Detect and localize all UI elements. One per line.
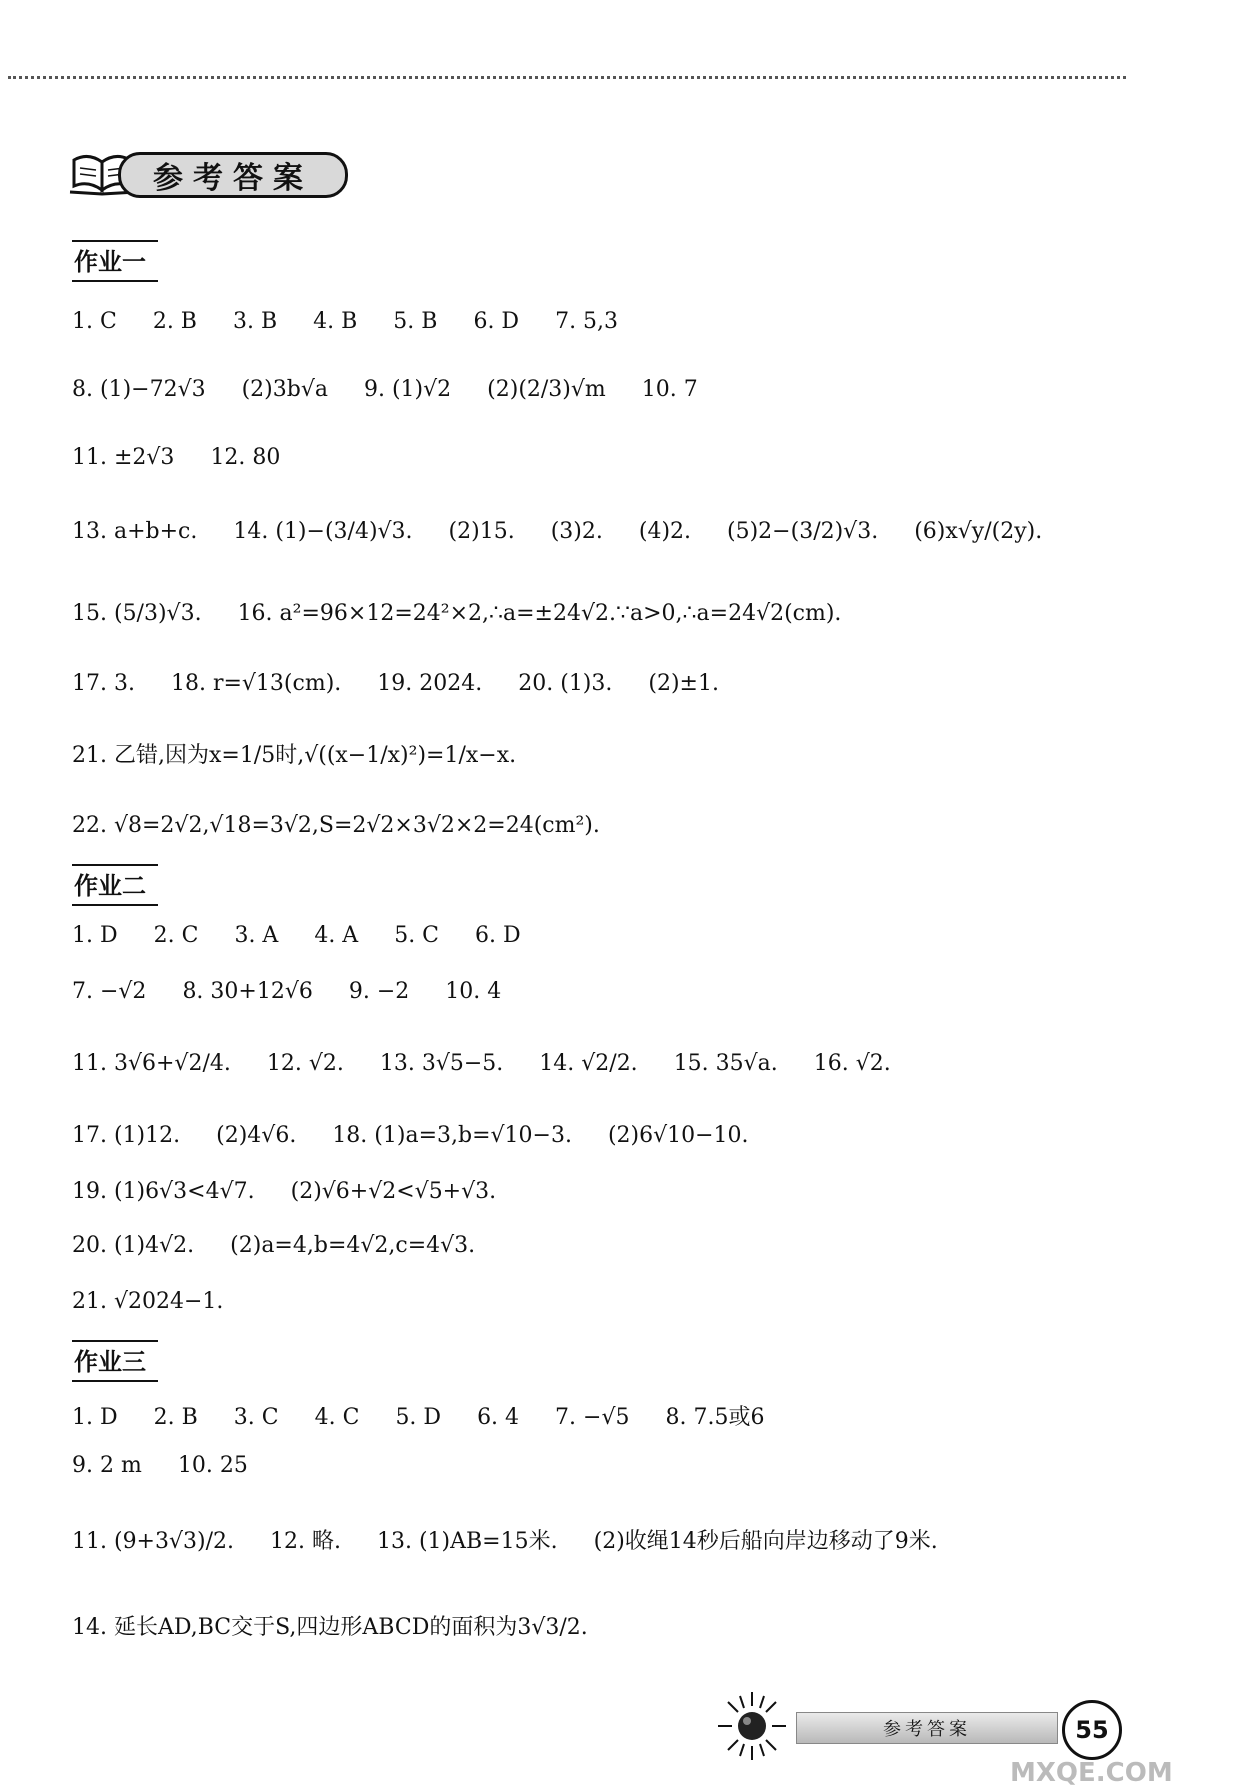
answer-line: 15. (5/3)√3. 16. a²=96×12=24²×2,∴a=±24√2.∵a>0,∴a=24√2(cm). <box>72 601 842 626</box>
answer-line: 11. (9+3√3)/2. 12. 略. 13. (1)AB=15米. (2)收绳14秒后船向岸边移动了9米. <box>72 1529 938 1554</box>
sun-icon <box>716 1690 788 1762</box>
answer-line: 14. 延长AD,BC交于S,四边形ABCD的面积为3√3/2. <box>72 1615 588 1640</box>
watermark: MXQE.COM <box>1010 1758 1173 1788</box>
answer-line: 21. √2024−1. <box>72 1289 224 1314</box>
header-banner <box>68 146 348 198</box>
footer-label: 参考答案 <box>796 1712 1058 1744</box>
answer-line: 11. ±2√3 12. 80 <box>72 445 281 470</box>
answer-line: 13. a+b+c. 14. (1)−(3/4)√3. (2)15. (3)2. (4)2. (5)2−(3/2)√3. (6)x√y/(2y). <box>72 519 1043 544</box>
answer-line: 20. (1)4√2. (2)a=4,b=4√2,c=4√3. <box>72 1233 476 1258</box>
answer-line: 7. −√2 8. 30+12√6 9. −2 10. 4 <box>72 979 502 1004</box>
answer-line: 1. D 2. C 3. A 4. A 5. C 6. D <box>72 923 521 948</box>
answer-line: 11. 3√6+√2/4. 12. √2. 13. 3√5−5. 14. √2/2. 15. 35√a. 16. √2. <box>72 1051 891 1076</box>
answer-line: 21. 乙错,因为x=1/5时,√((x−1/x)²)=1/x−x. <box>72 743 517 768</box>
dotted-rule <box>8 76 1126 79</box>
section-title-1: 作业一 <box>72 240 158 282</box>
answer-line: 17. (1)12. (2)4√6. 18. (1)a=3,b=√10−3. (2)6√10−10. <box>72 1123 749 1148</box>
answer-line: 19. (1)6√3<4√7. (2)√6+√2<√5+√3. <box>72 1179 497 1204</box>
answer-line: 17. 3. 18. r=√13(cm). 19. 2024. 20. (1)3. (2)±1. <box>72 671 719 696</box>
page-title: 参考答案 <box>118 152 348 198</box>
answer-line: 1. C 2. B 3. B 4. B 5. B 6. D 7. 5,3 <box>72 309 619 334</box>
page-footer <box>716 1688 1136 1768</box>
section-title-2: 作业二 <box>72 864 158 906</box>
answer-line: 1. D 2. B 3. C 4. C 5. D 6. 4 7. −√5 8. 7.5或6 <box>72 1405 765 1430</box>
answer-line: 8. (1)−72√3 (2)3b√a 9. (1)√2 (2)(2/3)√m 10. 7 <box>72 377 698 402</box>
answer-line: 22. √8=2√2,√18=3√2,S=2√2×3√2×2=24(cm²). <box>72 813 600 838</box>
page-number: 55 <box>1062 1700 1122 1760</box>
section-title-3: 作业三 <box>72 1340 158 1382</box>
answer-line: 9. 2 m 10. 25 <box>72 1453 248 1478</box>
